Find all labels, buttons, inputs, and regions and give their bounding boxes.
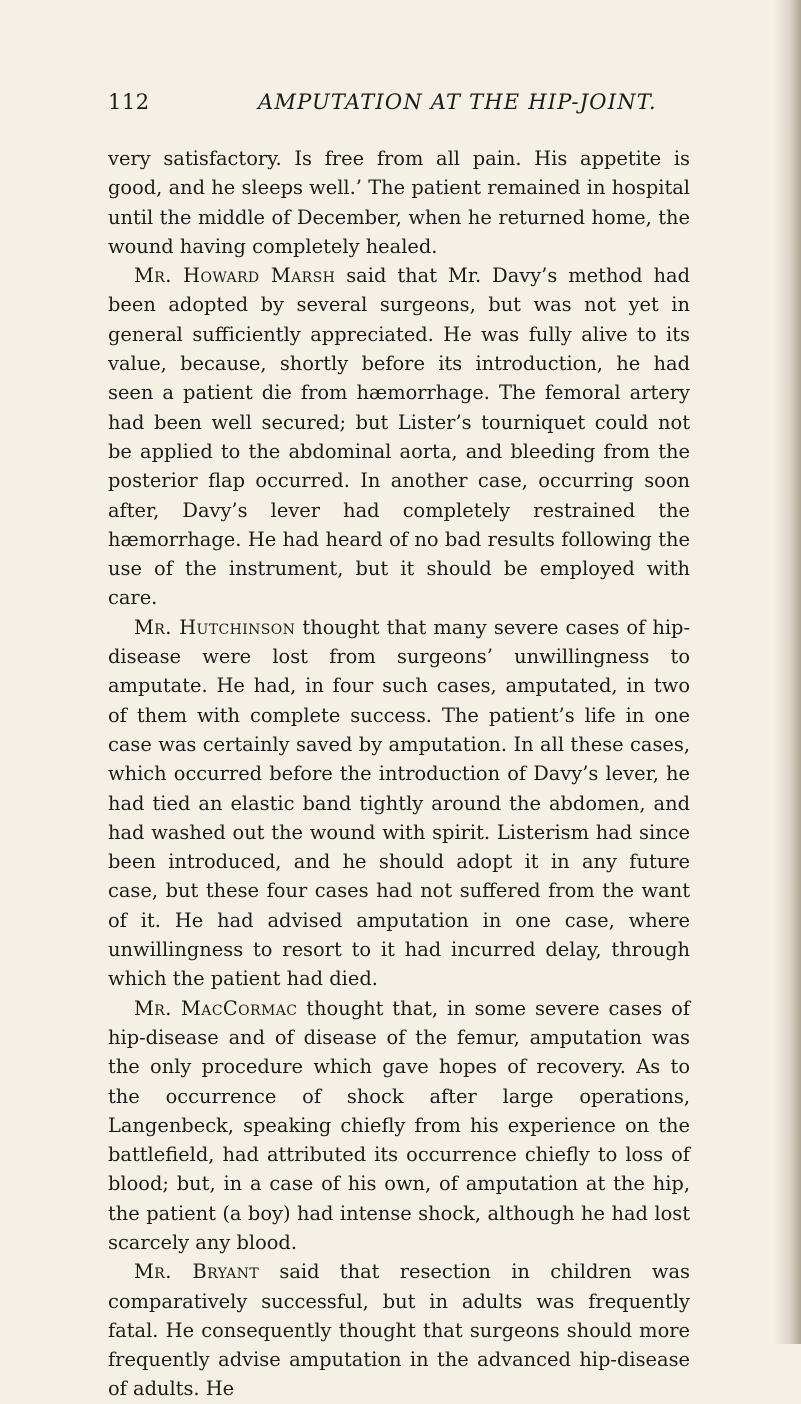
paragraph [108,994,690,1258]
paragraph [108,261,690,613]
paragraph-text: very satisfactory. Is free from all pain. His appetite is good, and he sleeps well.’ The patient remained in hospital until the middle of December, when he returned home, the wound having completely healed. [108,147,690,258]
paragraph-text: said that resection in children was comparatively successful, but in adults was frequently fatal. He consequently thought that surgeons should more frequently advise amputation in the advanced hip-disease of adults. He [108,1260,691,1401]
paragraph-text: said that Mr. Davy’s method had been adopted by several surgeons, but was not yet in general sufficiently appreciated. He was fully alive to its value, because, shortly before its introduction, he had seen a patient die from hæmorrhage. The femoral artery had been well secured; but Lister’s tourniquet could not be applied to the abdominal aorta, and bleeding from the posterior flap occurred. In another case, occurring soon after, Davy’s lever had completely restrained the hæmorrhage. He had heard of no bad results following the use of the instrument, but it should be employed with care. [108,264,690,610]
page-edge-shadow [773,0,801,1344]
body-text [108,144,690,1404]
paragraph [108,613,690,994]
running-title: AMPUTATION AT THE HIP-JOINT. [258,90,657,114]
paragraph [108,144,690,261]
paragraph [108,1257,690,1403]
speaker-name: Mr. Bryant [134,1260,260,1284]
page-number: 112 [108,90,150,114]
paragraph-text: thought that, in some severe cases of hip-disease and of disease of the femur, amputation was the only procedure which gave hopes of recovery. As to the occurrence of shock after large operations, Langenbeck, speaking chiefly from his experience on the battlefield, had attributed its occurrence chiefly to loss of blood; but, in a case of his own, of amputation at the hip, the patient (a boy) had intense shock, although he had lost scarcely any blood. [108,996,690,1254]
page-header [108,90,688,122]
speaker-name: Mr. MacCormac [134,996,298,1020]
speaker-name: Mr. Howard Marsh [134,264,336,288]
speaker-name: Mr. Hutchinson [134,615,296,639]
paragraph-text: thought that many severe cases of hip-disease were lost from surgeons’ unwillingness to amputate. He had, in four such cases, amputated, in two of them with complete success. The patient’s life in one case was certainly saved by amputation. In all these cases, which occurred before the introduction of Davy’s lever, he had tied an elastic band tightly around the abdomen, and had washed out the wound with spirit. Listerism had since been introduced, and he should adopt it in any future case, but these four cases had not suffered from the want of it. He had advised amputation in one case, where unwillingness to resort to it had incurred delay, through which the patient had died. [108,615,691,991]
